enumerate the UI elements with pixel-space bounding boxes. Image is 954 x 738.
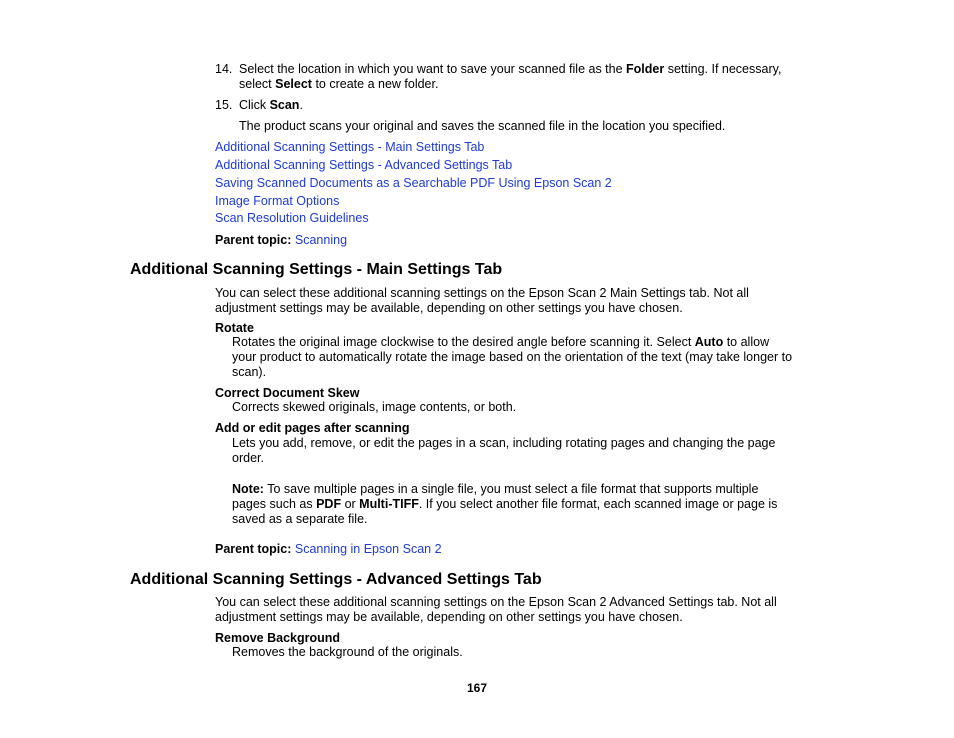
- parent-topic-1: [215, 233, 347, 248]
- note-label: Note:: [232, 482, 264, 496]
- auto-term: Auto: [694, 335, 724, 349]
- step-14: 14. Select the location in which you want to save your scanned file as the Folder setting. If necessary, select Select to create a new folder.: [215, 62, 782, 91]
- link-scanning[interactable]: Scanning: [294, 233, 348, 247]
- skew-description: Corrects skewed originals, image contents, or both.: [232, 400, 517, 414]
- page-number: 167: [466, 681, 488, 695]
- parent-topic-label: Parent topic:: [215, 233, 292, 247]
- term-rotate: Rotate: [215, 321, 254, 335]
- section-title-advanced-settings: Additional Scanning Settings - Advanced Settings Tab: [130, 571, 542, 588]
- parent-topic-2: [215, 542, 442, 557]
- link-main-settings-tab[interactable]: Additional Scanning Settings - Main Settings Tab: [215, 140, 485, 154]
- folder-term: Folder: [626, 62, 665, 76]
- select-term: Select: [275, 77, 312, 91]
- step-15-result: The product scans your original and saves the scanned file in the location you specified.: [239, 119, 726, 133]
- rotate-description: Rotates the original image clockwise to the desired angle before scanning it. Select Auto to allow your product to automatically rotate the image based on the orientation of the text (may take longer to scan).: [232, 335, 793, 379]
- term-correct-skew: Correct Document Skew: [215, 386, 360, 400]
- link-scan-resolution[interactable]: Scan Resolution Guidelines: [215, 211, 369, 225]
- link-scanning-in-epson-scan-2[interactable]: Scanning in Epson Scan 2: [294, 542, 442, 556]
- term-add-edit-pages: Add or edit pages after scanning: [215, 421, 410, 435]
- term-remove-background: Remove Background: [215, 631, 341, 645]
- step-number: 15.: [215, 98, 233, 112]
- link-searchable-pdf[interactable]: Saving Scanned Documents as a Searchable PDF Using Epson Scan 2: [215, 176, 612, 190]
- remove-background-description: Removes the background of the originals.: [232, 645, 463, 659]
- scan-term: Scan: [269, 98, 300, 112]
- note-block: Note: To save multiple pages in a single file, you must select a file format that supports multiple pages such as PDF or Multi-TIFF. If you select another file format, each scanned image or page is saved as a separate file.: [232, 482, 778, 526]
- section2-intro: You can select these additional scanning settings on the Epson Scan 2 Advanced Settings tab. Not all adjustment settings may be available, depending on other settings you have chosen.: [215, 595, 777, 624]
- link-advanced-settings-tab[interactable]: Additional Scanning Settings - Advanced Settings Tab: [215, 158, 513, 172]
- step-number: 14.: [215, 62, 233, 76]
- parent-topic-label: Parent topic:: [215, 542, 292, 556]
- pages-description: Lets you add, remove, or edit the pages in a scan, including rotating pages and changing the page order.: [232, 436, 776, 465]
- step-15: 15. Click Scan.: [215, 98, 303, 112]
- section1-intro: You can select these additional scanning settings on the Epson Scan 2 Main Settings tab. Not all adjustment settings may be available, depending on other settings you have chosen.: [215, 286, 749, 315]
- section-title-main-settings: Additional Scanning Settings - Main Settings Tab: [130, 261, 503, 278]
- link-image-format-options[interactable]: Image Format Options: [215, 194, 340, 208]
